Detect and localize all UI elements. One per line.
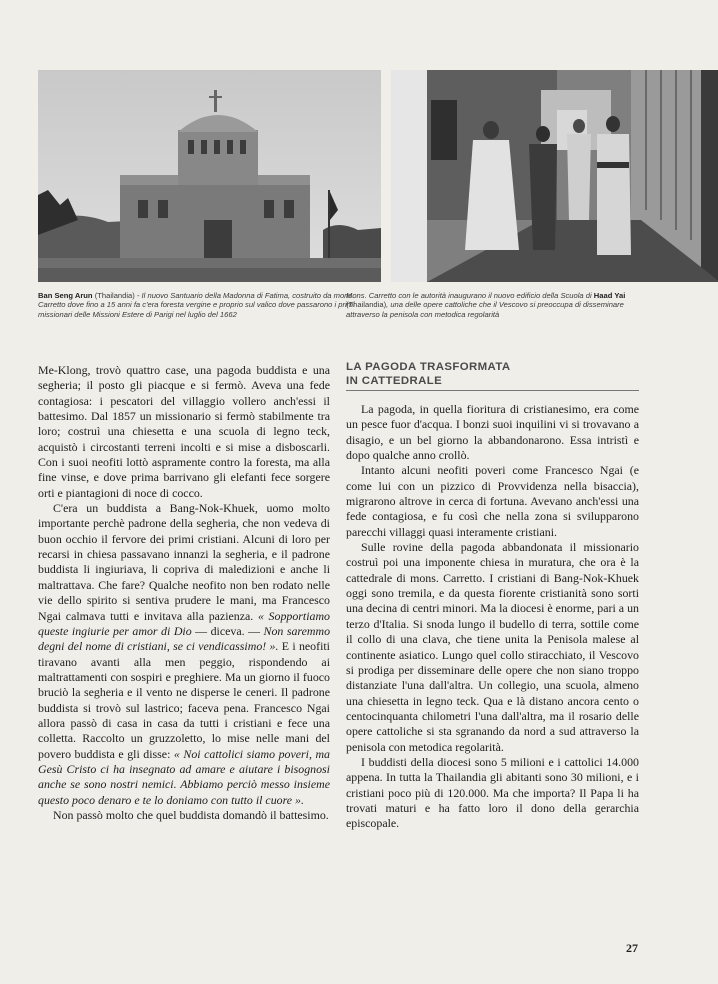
- caption-text: - Il nuovo Santuario della Madonna di Fatima, costruito da mons. Carretto dove fino a 15 anni fa c'era foresta vergine e proprio sul valico dove passarono i primi missionari delle Missioni Estere di Parigi nel luglio del 1662: [38, 291, 355, 319]
- paragraph: I buddisti della diocesi sono 5 milioni e i cattolici 14.000 appena. In tutta la Thailandia gli abitanti sono 30 milioni, e i cristiani poco più di 120.000. Ma che importa? Il Papa li ha trovati maturi e ha fatto loro il dono della gerarchia episcopale.: [346, 754, 639, 831]
- paragraph-text: C'era un buddista a Bang-Nok-Khuek, uomo molto importante perchè padrone della segheria, che non vedeva di buon occhio il fervore dei primi cristiani. Alcuni di loro per recarsi in chiesa passavano innanzi la segheria, e il padrone buddista li ingiuriava, li copriva di maledizioni e anche li maltrattava. Che fare? Qualche neofito non ben rodato nelle vie dello spirito si sentiva prudere le mani, ma Francesco Ngai calmava tutti e invitava alla pazienza.: [38, 501, 330, 623]
- right-photo-caption: [346, 291, 646, 319]
- italic-text: « Sopportiamo queste ingiurie per amor di Dio: [38, 608, 330, 638]
- paragraph: La pagoda, in quella fioritura di cristianesimo, era come un pesce fuor d'acqua. I bonzi suoi inquilini vi si trovavano a disagio, e un bel giorno la abbandonarono. Essa intristì e dopo qualche anno crollò.: [346, 402, 639, 463]
- section-heading-line1: LA PAGODA TRASFORMATA: [346, 361, 511, 373]
- caption-region: (Thailandia): [94, 291, 135, 300]
- paragraph-text: — diceva. —: [191, 623, 264, 638]
- italic-text: « Noi cattolici siamo poveri, ma Gesù Cristo ci ha insegnato ad amare e aiutare i bisognosi anche se sono nostri nemici. Abbiamo perciò messo insieme questo poco denaro e te lo doniamo con tutto il cuore ».: [38, 746, 330, 807]
- caption-region: (Thailandia): [346, 300, 387, 310]
- caption-place-name: Haad Yai: [593, 291, 626, 300]
- paragraph-text: Non passò molto che quel buddista domandò il battesimo.: [53, 807, 329, 822]
- paragraph: Intanto alcuni neofiti poveri come Francesco Ngai (e come lui con un pizzico di Provvidenza nella bisaccia), migrarono altrove in cerca di fortuna. Avevano anch'essi una fede contagiosa, e fu così che nella zona si svilupparono parecchi villaggi quasi interamente cristiani.: [346, 463, 639, 539]
- section-heading-line2: IN CATTEDRALE: [346, 375, 443, 387]
- article-column-left: [38, 363, 330, 823]
- paragraph: [38, 808, 330, 823]
- paragraph-text: Me-Klong, trovò quattro case, una pagoda buddista e una segheria; il posto gli piacque e si fermò. Aveva una fede contagiosa: i pescatori del villaggio vollero anch'essi il battesimo. Dal 1857 un missionario si fermò stabilmente tra loro; costruì una chiesetta e una scuola di legno teck, acquistò i circostanti terreni incolti e si mise a disboscarli. Con i suoi neofiti lottò aspramente contro la foresta, ma alla fine vinse, e dove prima barrivano gli elefanti fece sorgere orti e piantagioni di noce di cocco.: [38, 363, 330, 500]
- church-photo: [38, 70, 381, 282]
- left-photo-caption: [38, 291, 363, 319]
- school-corridor-photo: [391, 70, 718, 282]
- paragraph: [38, 363, 330, 501]
- caption-place-name: Ban Seng Arun: [38, 291, 93, 300]
- paragraph: Sulle rovine della pagoda abbandonata il missionario costruì poi una imponente chiesa in muratura, che ora è la cattedrale di mons. Carretto. I cristiani di Bang-Nok-Khuek oggi sono tremila, e da questa fiorente cristianità sono sorti una decina di centri minori. Ma la diocesi è enorme, pari a un terzo d'Italia. Si snoda lungo il budello di terra, sottile come il collo di una clava, che tiene unita la Penisola malese al continente asiatico. Lungo quel collo stiracchiato, il Vescovo si prodiga per disseminare delle opere che non siano troppo distanziate l'una dall'altra. Un collegio, una scuola, almeno una chiesetta in legno teck. Qua e là distano ancora cento o centocinquanta chilometri l'una dall'altra, ma il rosario delle opere cattoliche si sta sgranando da nord a sud attraverso la penisola con metodica regolarità.: [346, 540, 639, 754]
- paragraph: [38, 501, 330, 808]
- page-number: 27: [626, 941, 638, 955]
- section-heading: [346, 360, 639, 391]
- caption-text-b: , una delle opere cattoliche che il Vescovo si preoccupa di disseminare attraverso la penisola con metodica regolarità: [346, 300, 624, 319]
- paragraph-text: E i neofiti tiravano avanti alla men peggio, rispondendo ai maltrattamenti con sospiri e preghiere. Ma un giorno il fuoco bruciò la segheria e il vento ne disperse le ceneri. Il padrone buddista si trovò sul lastrico; faceva pena. Francesco Ngai allora passò di casa in casa da tutti i cristiani e fece una colletta. Raccolto un gruzzoletto, lo mise nelle mani del povero buddista e gli disse:: [38, 639, 330, 761]
- article-column-right: [346, 402, 639, 832]
- italic-text: Non saremmo degni del nome di cristiani, se ci vendicassimo! ».: [38, 623, 331, 654]
- caption-text-a: Mons. Carretto con le autorità inaugurano il nuovo edificio della Scuola di: [346, 291, 594, 300]
